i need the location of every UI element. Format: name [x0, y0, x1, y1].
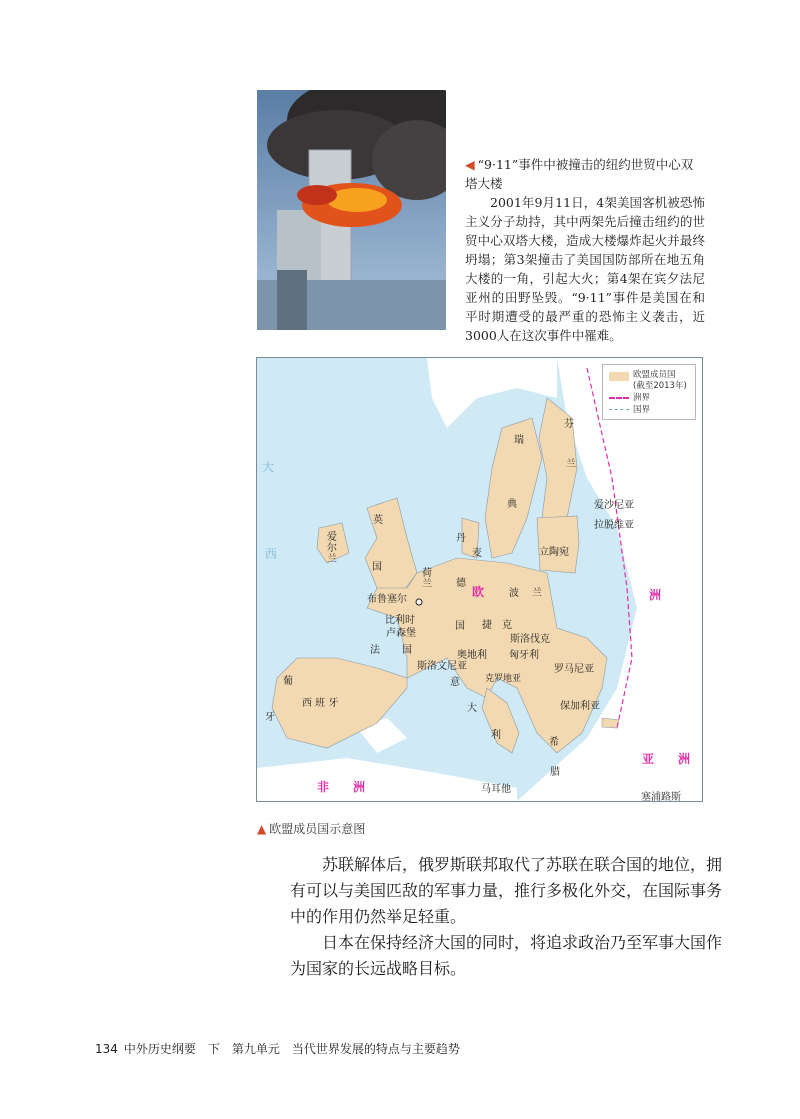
page-footer	[95, 1040, 460, 1057]
label-poland-1: 波	[509, 588, 519, 599]
label-uk-2: 国	[372, 562, 382, 573]
triangle-icon: ▲	[257, 822, 267, 836]
label-italy-1: 意	[450, 677, 460, 688]
label-belgium: 比利时	[385, 615, 415, 626]
map-caption: ▲ 欧盟成员国示意图	[257, 822, 366, 836]
label-africa: 非 洲	[317, 780, 372, 794]
label-czech: 捷 克	[482, 620, 512, 631]
label-romania: 罗马尼亚	[554, 664, 594, 675]
label-denmark-1: 丹	[456, 533, 466, 544]
label-estonia: 爱沙尼亚	[594, 500, 634, 511]
label-italy-3: 利	[491, 730, 501, 741]
legend-members: 欧盟成员国	[633, 370, 676, 380]
paragraph: 苏联解体后，俄罗斯联邦取代了苏联在联合国的地位，拥有可以与美国匹敌的军事力量，推行多极化外交，在国际事务中的作用仍然举足轻重。	[290, 855, 723, 926]
label-finland-1: 芬	[564, 419, 574, 430]
body-text	[290, 852, 730, 982]
label-latvia: 拉脱维亚	[594, 520, 634, 531]
label-lithuania: 立陶宛	[539, 547, 569, 558]
label-slovenia: 斯洛文尼亚	[417, 661, 467, 672]
label-asia: 亚 洲	[642, 752, 697, 766]
label-atlantic-1: 大	[262, 460, 275, 474]
page-number: 134	[95, 1042, 118, 1056]
continent-border-swatch	[609, 397, 629, 399]
label-portugal-2: 牙	[265, 712, 275, 723]
eu-member-map	[256, 357, 703, 802]
label-hungary: 匈牙利	[509, 650, 539, 661]
paragraph: 日本在保持经济大国的同时，将追求政治乃至军事大国作为国家的长远战略目标。	[290, 933, 723, 978]
legend-national-border: 国界	[633, 405, 651, 415]
member-swatch	[609, 372, 629, 381]
photo-caption	[465, 155, 705, 345]
label-germany-1: 德	[456, 578, 466, 589]
running-title: 中外历史纲要 下 第九单元 当代世界发展的特点与主要趋势	[123, 1042, 460, 1056]
label-luxembourg: 卢森堡	[386, 628, 416, 639]
label-sweden-1: 瑞	[514, 435, 524, 446]
label-spain: 西 班 牙	[302, 698, 339, 709]
label-finland-2: 兰	[566, 459, 576, 470]
label-europe-2: 洲	[649, 588, 668, 602]
label-greece-2: 腊	[550, 767, 560, 778]
label-denmark-2: 麦	[472, 548, 482, 559]
map-legend	[602, 364, 696, 420]
label-europe-1: 欧	[472, 585, 491, 599]
label-croatia: 克罗地亚	[485, 674, 522, 684]
label-sweden-2: 典	[507, 499, 517, 510]
photo-caption-body: 2001年9月11日，4架美国客机被恐怖主义分子劫持，其中两架先后撞击纽约的世贸中心双塔大楼，造成大楼爆炸起火并最终坍塌；第3架撞击了美国国防部所在地五角大楼的一角，引起大火；第4架在宾夕法尼亚州的田野坠毁。“9·11”事件是美国在和平时期遭受的最严重的恐怖主义袭击，近3000人在这次事件中罹难。	[465, 195, 705, 343]
twin-towers-photo	[257, 90, 446, 330]
label-brussels: 布鲁塞尔	[367, 594, 407, 605]
label-germany-2: 国	[455, 621, 465, 632]
label-malta: 马耳他	[481, 784, 511, 795]
label-greece-1: 希	[549, 737, 559, 748]
label-ireland: 爱尔兰	[327, 532, 337, 565]
label-netherlands: 荷兰	[422, 568, 432, 590]
label-italy-2: 大	[467, 703, 477, 714]
label-atlantic-2: 西	[265, 547, 278, 561]
label-poland-2: 兰	[532, 588, 542, 599]
label-uk-1: 英	[373, 515, 383, 526]
photo-caption-title: ◀ “9·11”事件中被撞击的纽约世贸中心双塔大楼	[465, 157, 694, 191]
pointer-icon: ◀	[465, 157, 475, 172]
label-austria: 奥地利	[457, 650, 487, 661]
label-france-1: 法	[370, 645, 380, 656]
national-border-swatch	[609, 409, 629, 410]
label-cyprus: 塞浦路斯	[641, 792, 681, 802]
label-portugal-1: 葡	[283, 676, 293, 687]
legend-members-note: (截至2013年)	[633, 381, 687, 391]
label-slovakia: 斯洛伐克	[510, 634, 550, 645]
label-france-2: 国	[402, 645, 412, 656]
label-bulgaria: 保加利亚	[560, 701, 600, 712]
legend-continent-border: 洲界	[633, 393, 651, 403]
